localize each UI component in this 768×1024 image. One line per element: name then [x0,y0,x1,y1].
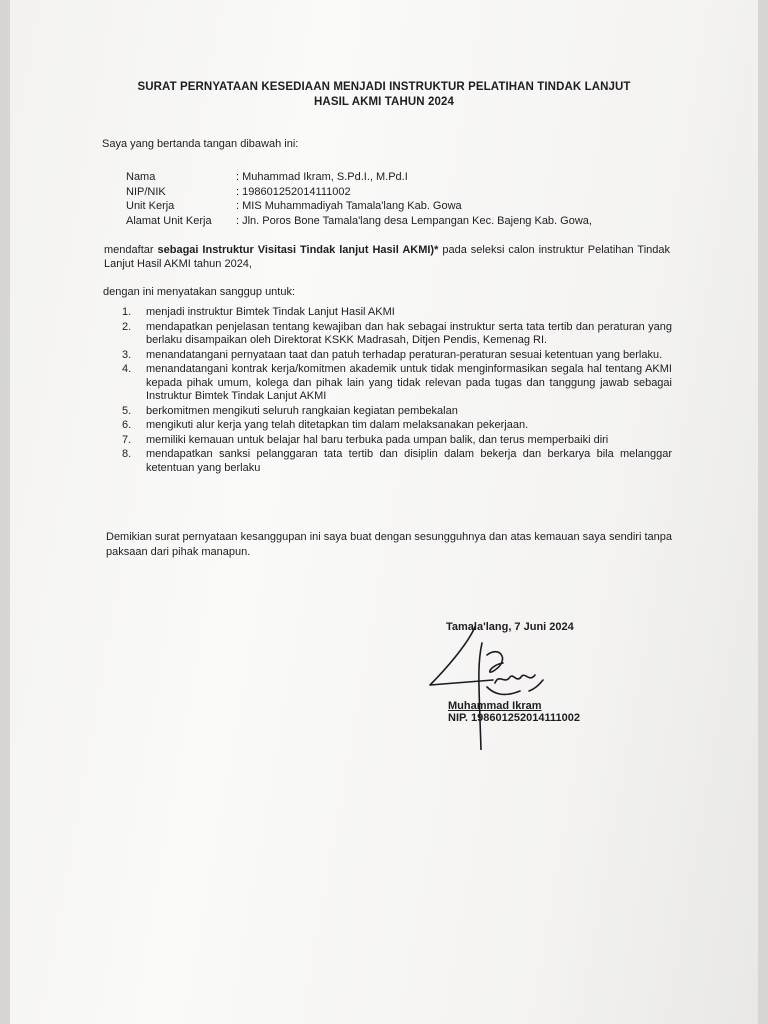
list-text: mendapatkan penjelasan tentang kewajiban dan hak sebagai instruktur serta tata tertib dan peraturan yang berlaku disampaikan oleh Direktorat KSKK Madrasah, Ditjen Pendis, Kemenag RI. [146,320,672,346]
list-text: menjadi instruktur Bimtek Tindak Lanjut Hasil AKMI [146,306,395,318]
list-item [122,405,672,419]
list-number: 8. [122,448,132,460]
field-row-nip [126,185,592,200]
list-item [122,306,672,320]
mendaftar-prefix: mendaftar [104,244,154,256]
list-item [122,448,672,475]
list-item [122,434,672,448]
list-text: mendapatkan sanksi pelanggaran tata tertib dan disiplin dalam bekerja dan berkarya bila melanggar ketentuan yang berlaku [146,448,672,474]
list-number: 5. [122,404,132,417]
field-row-unit-kerja [126,199,592,214]
field-label: NIP/NIK [126,185,166,198]
title-line-2: HASIL AKMI TAHUN 2024 [314,96,454,108]
closing-paragraph: Demikian surat pernyataan kesanggupan ini saya buat dengan sesungguhnya dan atas kemauan saya sendiri tanpa paksaan dari pihak manapun. [106,531,672,558]
mendaftar-bold: sebagai Instruktur Visitasi Tindak lanjut Hasil AKMI)* [157,244,439,256]
list-number: 1. [122,306,132,318]
commitment-list [122,306,672,476]
list-text: memiliki kemauan untuk belajar hal baru terbuka pada umpan balik, dan terus memperbaiki diri [146,433,609,446]
field-value: : 198601252014111002 [236,185,351,198]
list-item [122,349,672,363]
mendaftar-suffix: pada seleksi calon instruktur Pelatihan Tindak Lanjut Hasil AKMI tahun 2024, [104,244,671,270]
signer-nip: NIP. 198601252014111002 [448,712,580,724]
mendaftar-paragraph [104,243,670,271]
signing-date: Tamala'lang, 7 Juni 2024 [446,621,574,633]
field-value: : Jln. Poros Bone Tamala'lang desa Lempangan Kec. Bajeng Kab. Gowa, [236,214,592,227]
list-item [122,419,672,433]
handwritten-signature [425,625,555,750]
field-label: Alamat Unit Kerja [126,214,212,227]
list-text: menandatangani pernyataan taat dan patuh terhadap peraturan-peraturan sesuai ketentuan yang berlaku. [146,348,663,361]
field-value: : MIS Muhammadiyah Tamala'lang Kab. Gowa [236,200,462,212]
list-number: 6. [122,419,132,431]
list-item [122,321,672,348]
list-text: berkomitmen mengikuti seluruh rangkaian kegiatan pembekalan [146,404,458,417]
list-text: menandatangani kontrak kerja/komitmen akademik untuk tidak menginformasikan segala hal tentang AKMI kepada pihak umum, kolega dan pihak lain yang tidak relevan pada tugas dan tanggung jawab sebagai Instruktur Bimtek Tindak Lanjut AKMI [146,363,672,402]
list-item [122,363,672,404]
document-paper [10,0,758,1024]
document-title [0,80,768,110]
dengan-text: dengan ini menyatakan sanggup untuk: [103,286,296,298]
field-label: Unit Kerja [126,200,175,212]
field-row-alamat [126,214,592,229]
title-line-1: SURAT PERNYATAAN KESEDIAAN MENJADI INSTRUKTUR PELATIHAN TINDAK LANJUT [137,81,631,93]
list-number: 2. [122,320,132,333]
identity-fields [126,170,592,228]
list-number: 4. [122,363,132,375]
field-row-nama [126,170,592,185]
list-number: 3. [122,348,132,361]
signer-name: Muhammad Ikram [448,700,542,712]
field-value: : Muhammad Ikram, S.Pd.I., M.Pd.I [236,171,408,183]
intro-text: Saya yang bertanda tangan dibawah ini: [102,138,299,150]
field-label: Nama [126,171,156,183]
list-number: 7. [122,433,132,446]
list-text: mengikuti alur kerja yang telah ditetapkan tim dalam melaksanakan pekerjaan. [146,419,529,431]
